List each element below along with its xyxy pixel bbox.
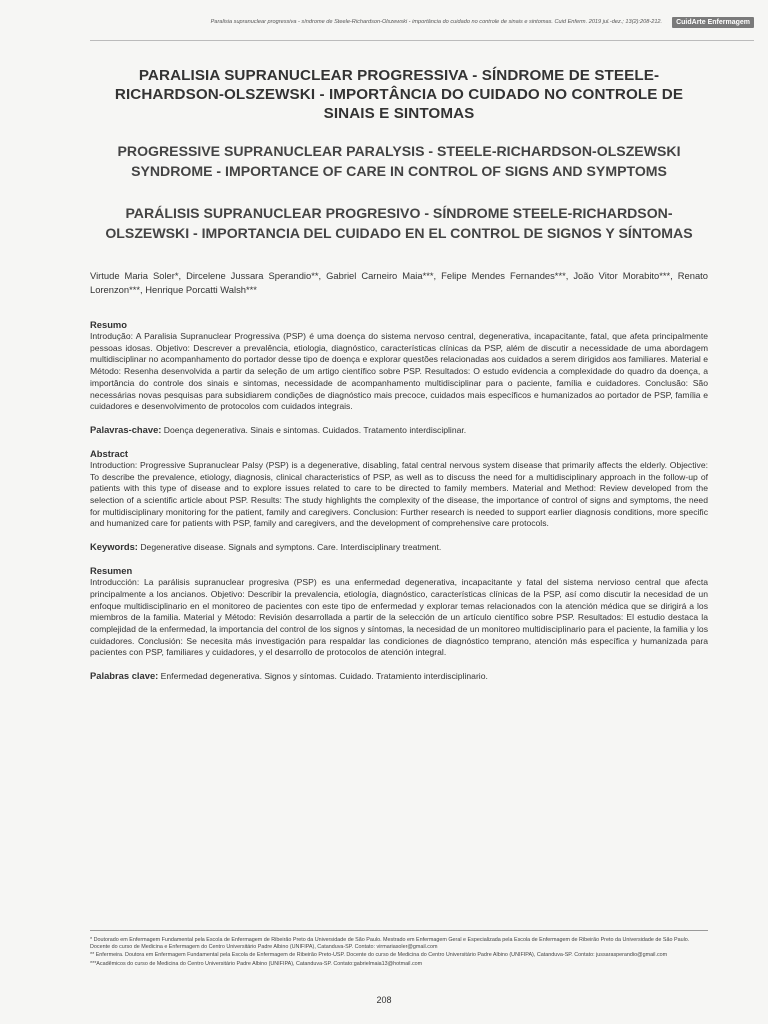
abstracts-section xyxy=(90,319,708,694)
resumen-keywords-text: Enfermedad degenerativa. Signos y síntomas. Cuidado. Tratamiento interdisciplinario. xyxy=(160,671,488,682)
resumen-heading: Resumen xyxy=(90,565,133,577)
abstract-keywords xyxy=(90,541,708,553)
title-spanish: PARÁLISIS SUPRANUCLEAR PROGRESIVO - SÍNDROME STEELE-RICHARDSON-OLSZEWSKI - IMPORTANCIA DEL CUIDADO EN EL CONTROL DE SIGNOS Y SÍNTOMAS xyxy=(105,205,693,241)
resumo-keywords-label: Palavras-chave: xyxy=(90,423,162,435)
footnote-rule xyxy=(90,930,708,931)
resumo-keywords xyxy=(90,424,708,436)
journal-logo-text: CuidArte Enfermagem xyxy=(676,18,750,26)
resumo-text: Introdução: A Paralisia Supranuclear Progressiva (PSP) é uma doença do sistema nervoso central, degenerativa, incapacitante, fatal, que afeta principalmente pessoas idosas. Objetivo: Descrever a prevalência, etiologia, diagnóstico, características clínicas da PSP, além de discutir a necessidade de uma abordagem multidisciplinar no acompanhamento do portador desse tipo de doença e explorar questões relacionadas aos cuidados a serem dirigidos aos familiares. Material e Método: Resenha desenvolvida a partir da seleção de um artigo científico sobre PSP. Resultados: O estudo evidencia a complexidade do quadro da doença, a importância do controle dos sinais e sintomas, necessidade de acompanhamento multidisciplinar para o paciente, família e cuidadores. Conclusão: São necessárias novas pesquisas para subsidiarem condições de diagnóstico mais precoce, cuidados mais específicos e humanizados ao portador de PSP, família e cuidadores e desenvolvimento de protocolos com cuidados integrais. xyxy=(90,331,708,412)
abstract-heading: Abstract xyxy=(90,447,129,459)
resumo-block xyxy=(90,319,708,436)
title-block xyxy=(90,66,708,243)
resumo-heading: Resumo xyxy=(90,319,127,330)
resumen-block xyxy=(90,565,708,682)
author-list: Virtude Maria Soler*, Dircelene Jussara Sperandio**, Gabriel Carneiro Maia***, Felipe Mendes Fernandes***, João Vitor Morabito***, Renato Lorenzon***, Henrique Porcatti Walsh*** xyxy=(90,270,708,295)
footnote-3: ***Acadêmicos do curso de Medicina do Centro Universitário Padre Albino (UNIFIPA), Catanduva-SP. Contato:gabrielmaia13@hotmail.com xyxy=(90,960,423,967)
resumo-keywords-text: Doença degenerativa. Sinais e sintomas. Cuidados. Tratamento interdisciplinar. xyxy=(163,424,467,435)
title-english: PROGRESSIVE SUPRANUCLEAR PARALYSIS - STEELE-RICHARDSON-OLSZEWSKI SYNDROME - IMPORTANCE OF CARE IN CONTROL OF SIGNS AND SYMPTOMS xyxy=(117,143,681,179)
title-portuguese: PARALISIA SUPRANUCLEAR PROGRESSIVA - SÍNDROME DE STEELE-RICHARDSON-OLSZEWSKI - IMPORTÂNCIA DO CUIDADO NO CONTROLE DE SINAIS E SINTOMAS xyxy=(114,67,684,122)
abstract-keywords-text: Degenerative disease. Signals and symptons. Care. Interdisciplinary treatment. xyxy=(140,542,442,553)
header-rule xyxy=(90,40,754,41)
footnotes xyxy=(90,930,708,969)
abstract-text: Introduction: Progressive Supranuclear Palsy (PSP) is a degenerative, disabling, fatal central nervous system disease that primarily affects the elderly. Objective: To describe the prevalence, etiology, diagnosis, clinical characteristics of PSP, as well as to discuss the need for a multidisciplinary approach in the follow-up of patients with this type of disease and to explore issues related to care to be directed to family members. Material and Method: Review developed from the selection of a scientific article about PSP. Results: The study highlights the complexity of the disease, the importance of control of signs and symptoms, the need for multidisciplinary monitoring for the patient, family and caregivers. Conclusion: Further research is needed to support earlier diagnosis conditions, more specific and humanized care for patients with PSP, family and caregivers, and the development of comprehensive care protocols. xyxy=(90,459,708,529)
journal-logo xyxy=(672,17,754,28)
abstract-keywords-label: Keywords: xyxy=(90,541,138,553)
resumen-text: Introducción: La parálisis supranuclear progresiva (PSP) es una enfermedad degenerativa, incapacitante y fatal del sistema nervioso central que afecta principalmente a los ancianos. Objetivo: Describir la prevalencia, etiología, diagnóstico, características clínicas de la PSP, así como discutir la necesidad de un enfoque multidisciplinario en el monitoreo de pacientes con este tipo de enfermedad y explorar temas relacionados con la atención médica que se dirigirá a los miembros de la familia. Material y Método: Revisión desarrollada a partir de la selección de un artículo científico sobre PSP. Resultados: El estudio destaca la complejidad de la enfermedad, la importancia del control de los signos y síntomas, la necesidad de un monitoreo multidisciplinario para el paciente, la familia y los cuidadores. Conclusión: Se necesita más investigación para respaldar las condiciones de diagnóstico temprano, atención más específica y humanizada para pacientes con PSP, familiares y cuidadores, y el desarrollo de protocolos de atención integral. xyxy=(90,577,708,658)
page-number: 208 xyxy=(376,995,392,1005)
abstract-block xyxy=(90,448,708,553)
header-citation: Paralisia supranuclear progressiva - síndrome de Steele-Richardson-Olszewski - importância do cuidado no controle de sinais e sintomas. Cuid Enferm. 2019 jul.-dez.; 13(2):208-212. xyxy=(210,19,663,25)
running-header xyxy=(90,8,754,36)
footnote-1: * Doutorado em Enfermagem Fundamental pela Escola de Enfermagem de Ribeirão Preto da Universidade de São Paulo. Mestrado em Enfermagem Geral e Especializada pela Escola de Enfermagem de Ribeirão Preto da Universidade de São Paulo. Docente do curso de Medicina e Enfermagem do Centro Universitário Padre Albino (UNIFIPA), Catanduva-SP. Contato: virmariasoler@gmail.com xyxy=(90,937,690,951)
resumen-keywords xyxy=(90,670,708,682)
footnote-2: ** Enfermeira. Doutora em Enfermagem Fundamental pela Escola de Enfermagem de Ribeirão Preto-USP. Docente do curso de Medicina do Centro Universitário Padre Albino (UNIFIPA), Catanduva-SP. Contato: jussarasperandio@gmail.com xyxy=(90,952,668,959)
resumen-keywords-label: Palabras clave: xyxy=(90,670,159,682)
